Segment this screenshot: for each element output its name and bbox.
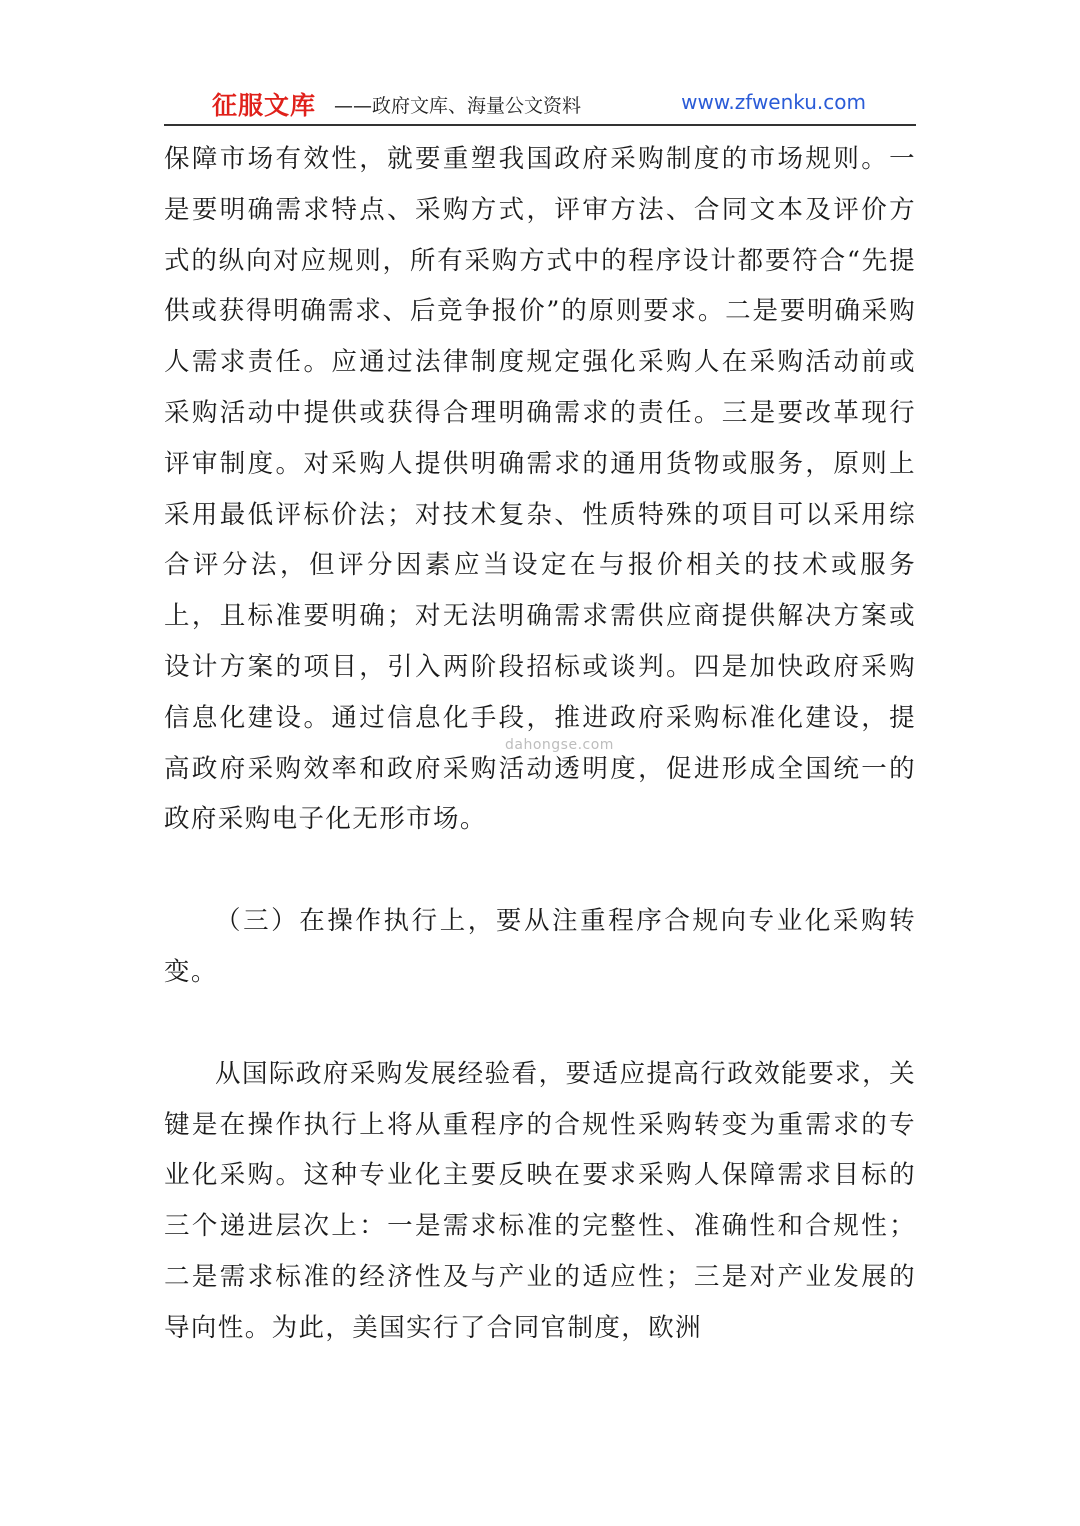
body-paragraph-1: 保障市场有效性，就要重塑我国政府采购制度的市场规则。一是要明确需求特点、采购方式，评审方法、合同文本及评价方式的纵向对应规则，所有采购方式中的程序设计都要符合“先提供或获得明确需求、后竞争报价”的原则要求。二是要明确采购人需求责任。应通过法律制度规定强化采购人在采购活动前或采购活动中提供或获得合理明确需求的责任。三是要改革现行评审制度。对采购人提供明确需求的通用货物或服务，原则上采用最低评标价法；对技术复杂、性质特殊的项目可以采用综合评分法，但评分因素应当设定在与报价相关的技术或服务上，且标准要明确；对无法明确需求需供应商提供解决方案或设计方案的项目，引入两阶段招标或谈判。四是加快政府采购信息化建设。通过信息化手段，推进政府采购标准化建设，提高政府采购效率和政府采购活动透明度，促进形成全国统一的政府采购电子化无形市场。: [164, 144, 916, 835]
header-slogan: ——政府文库、海量公文资料: [334, 95, 582, 117]
watermark-text: dahongse.com: [505, 737, 614, 753]
brand-name: 征服文库: [212, 91, 317, 120]
page-header: [164, 84, 916, 126]
site-url-link[interactable]: www.zfwenku.com: [681, 90, 866, 114]
section-heading-3: （三）在操作执行上，要从注重程序合规向专业化采购转变。: [164, 906, 916, 987]
body-paragraph-2: 从国际政府采购发展经验看，要适应提高行政效能要求，关键是在操作执行上将从重程序的合规性采购转变为重需求的专业化采购。这种专业化主要反映在要求采购人保障需求目标的三个递进层次上：一是需求标准的完整性、准确性和合规性；二是需求标准的经济性及与产业的适应性；三是对产业发展的导向性。为此，美国实行了合同官制度，欧洲: [164, 1058, 916, 1343]
